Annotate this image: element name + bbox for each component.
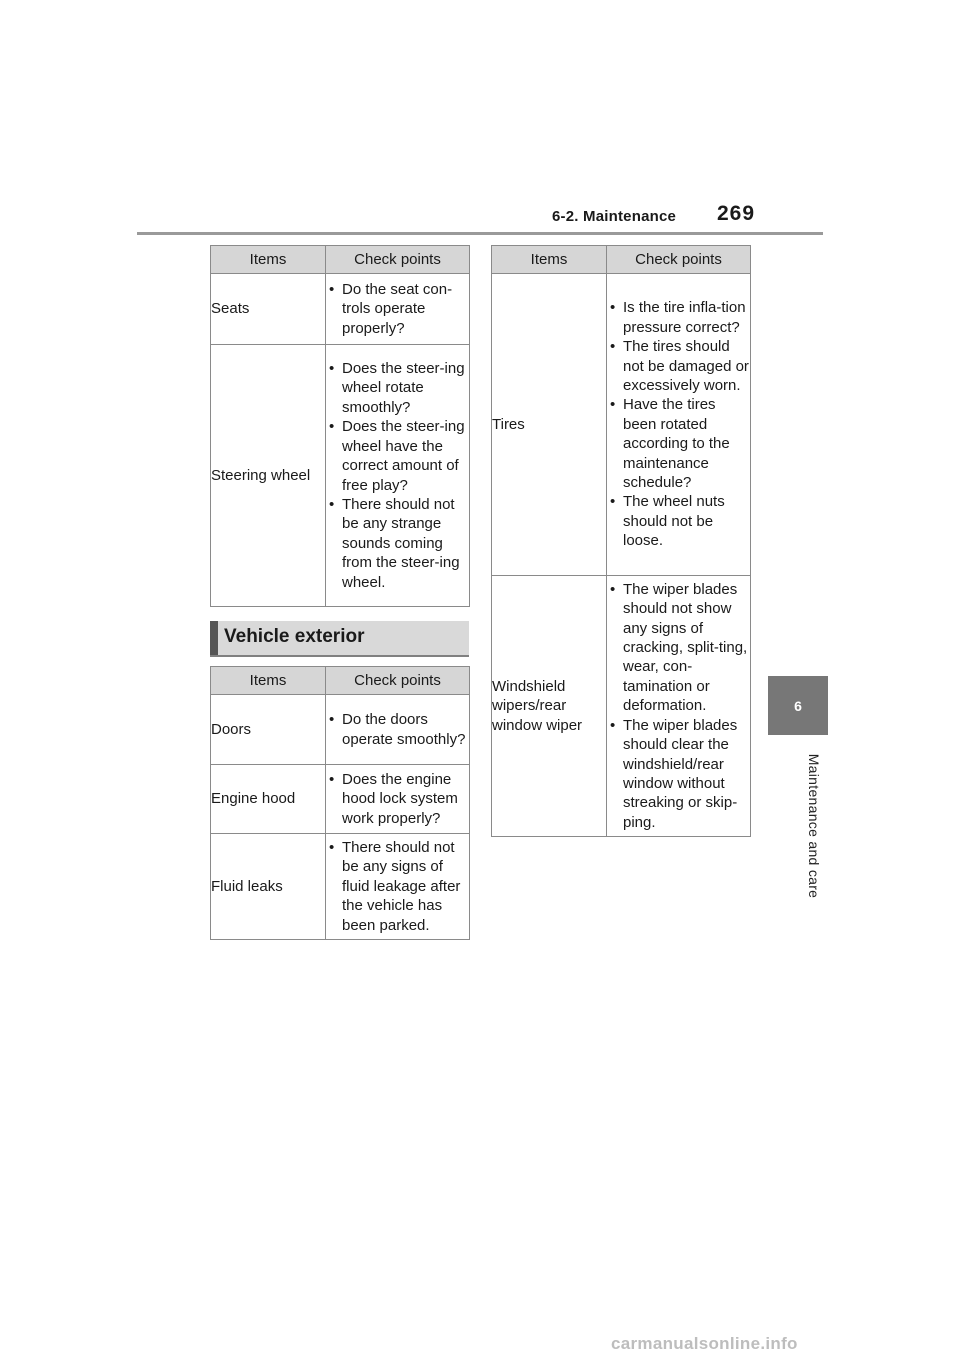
table-header-row xyxy=(211,667,470,695)
check-points-cell xyxy=(326,765,470,834)
check-point: • Do the doors operate smoothly? xyxy=(326,710,469,749)
check-point: • There should not be any signs of fluid leakage after the vehicle has been parked. xyxy=(326,838,469,935)
heading-text: Vehicle exterior xyxy=(224,626,365,647)
check-point: • Do the seat con-trols operate properly? xyxy=(326,280,469,338)
table-row xyxy=(211,765,470,834)
item-steering-wheel: Steering wheel xyxy=(211,345,326,607)
item-doors: Doors xyxy=(211,695,326,765)
table-header-row xyxy=(211,246,470,274)
item-seats: Seats xyxy=(211,274,326,345)
check-point: • Does the steer-ing wheel have the correct amount of free play? xyxy=(326,417,469,495)
table-row xyxy=(492,274,751,576)
header-divider xyxy=(137,232,823,235)
check-points-column-header: Check points xyxy=(607,246,751,274)
check-point: • There should not be any strange sounds coming from the steer-ing wheel. xyxy=(326,495,469,592)
chapter-number: 6 xyxy=(794,697,802,714)
check-point: • The wheel nuts should not be loose. xyxy=(607,492,750,550)
watermark: carmanualsonline.info xyxy=(611,1334,798,1353)
chapter-tab xyxy=(768,676,828,735)
table-row xyxy=(211,695,470,765)
items-column-header: Items xyxy=(211,667,326,695)
item-engine-hood: Engine hood xyxy=(211,765,326,834)
item-windshield-wipers: Windshield wipers/rear window wiper xyxy=(492,576,607,837)
check-points-cell xyxy=(607,576,751,837)
table-row xyxy=(211,274,470,345)
check-point: • The wiper blades should not show any signs of cracking, split-ting, wear, con-tamination or deformation. xyxy=(607,580,750,716)
exterior-check-table-continued xyxy=(491,245,751,837)
item-fluid-leaks: Fluid leaks xyxy=(211,834,326,940)
check-point: • The wiper blades should clear the windshield/rear window without streaking or skip-ping. xyxy=(607,716,750,832)
chapter-title: Maintenance and care xyxy=(806,753,822,899)
check-points-cell xyxy=(607,274,751,576)
table-header-row xyxy=(492,246,751,274)
section-title: 6-2. Maintenance xyxy=(552,208,677,225)
check-points-column-header: Check points xyxy=(326,246,470,274)
check-points-cell xyxy=(326,274,470,345)
table-row xyxy=(211,834,470,940)
interior-check-table xyxy=(210,245,470,607)
check-point: • Does the engine hood lock system work properly? xyxy=(326,770,469,828)
item-tires: Tires xyxy=(492,274,607,576)
check-points-cell xyxy=(326,345,470,607)
table-row xyxy=(211,345,470,607)
exterior-check-table xyxy=(210,666,470,940)
check-points-cell xyxy=(326,834,470,940)
check-point: • The tires should not be damaged or excessively worn. xyxy=(607,337,750,395)
table-row xyxy=(492,576,751,837)
items-column-header: Items xyxy=(492,246,607,274)
items-column-header: Items xyxy=(211,246,326,274)
check-points-column-header: Check points xyxy=(326,667,470,695)
check-point: • Have the tires been rotated according to the maintenance schedule? xyxy=(607,395,750,492)
page-number: 269 xyxy=(717,202,756,225)
check-point: • Does the steer-ing wheel rotate smoothly? xyxy=(326,359,469,417)
vehicle-exterior-heading xyxy=(210,621,469,657)
heading-accent-bar xyxy=(210,621,218,655)
check-point: • Is the tire infla-tion pressure correct? xyxy=(607,298,750,337)
check-points-cell xyxy=(326,695,470,765)
